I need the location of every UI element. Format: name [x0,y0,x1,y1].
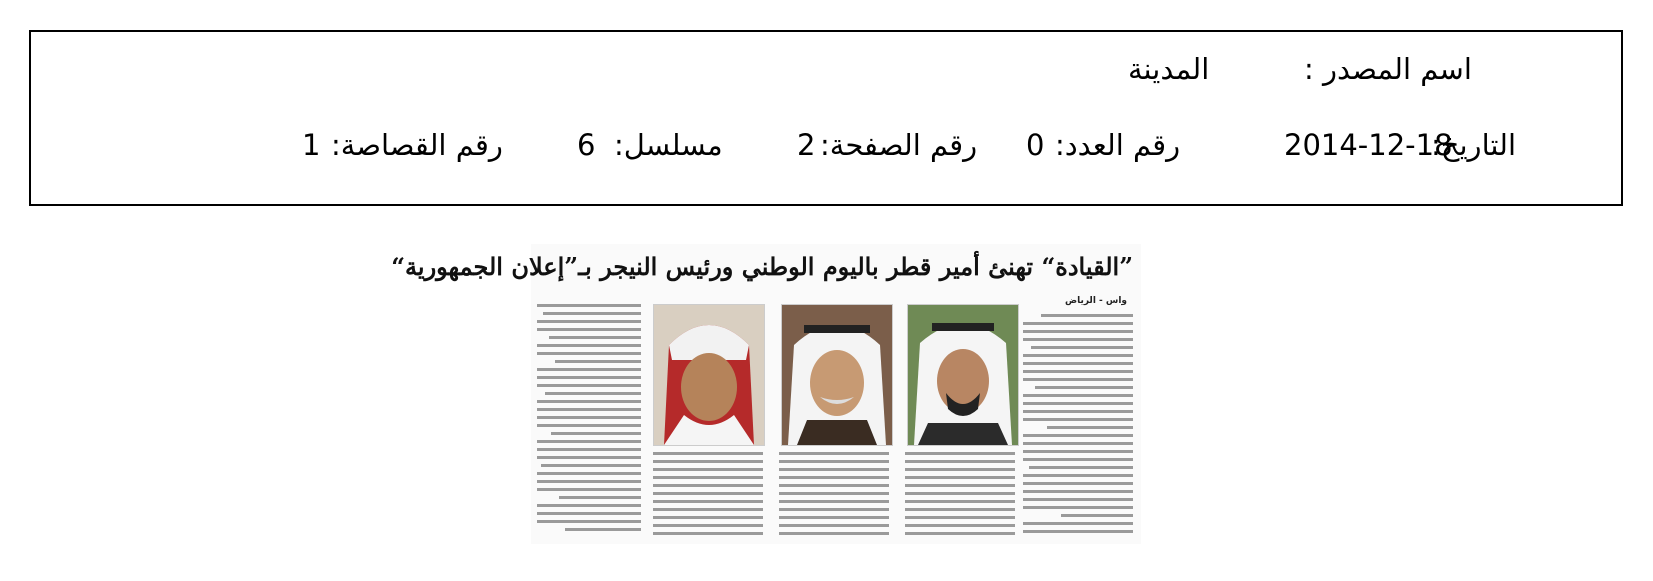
clipping-text-column [535,302,645,538]
serial-value: 6 [577,128,596,162]
portrait-graphic [908,305,1018,445]
clip-label: رقم القصاصة: [331,128,503,162]
serial-label: مسلسل: [614,128,723,162]
text-lines-graphic [535,302,645,538]
clipping-text-block [653,450,1017,540]
issue-value: 0 [1026,128,1045,162]
clipping-headline: ”القيادة“ تهنئ أمير قطر باليوم الوطني ورئيس النيجر بـ”إعلان الجمهورية“ [391,252,1133,281]
issue-label: رقم العدد: [1055,128,1181,162]
portrait-photo [781,304,893,446]
page-label: رقم الصفحة: [820,128,978,162]
date-label: التاريخ: [1431,128,1517,162]
source-label: اسم المصدر : [1304,52,1472,86]
clipping-text-column [1021,312,1135,538]
portrait-graphic [782,305,892,445]
portrait-photo [907,304,1019,446]
portrait-graphic [654,305,764,445]
clipping-byline: واس - الرياض [1064,296,1127,306]
date-value: 2014-12-18 [1284,128,1453,162]
newspaper-clipping-image [391,244,1141,544]
text-lines-graphic [1021,312,1135,538]
portrait-photo [653,304,765,446]
page-value: 2 [797,128,816,162]
clip-value: 1 [302,128,321,162]
text-lines-graphic [653,450,1017,540]
source-value: المدينة [1128,52,1210,86]
